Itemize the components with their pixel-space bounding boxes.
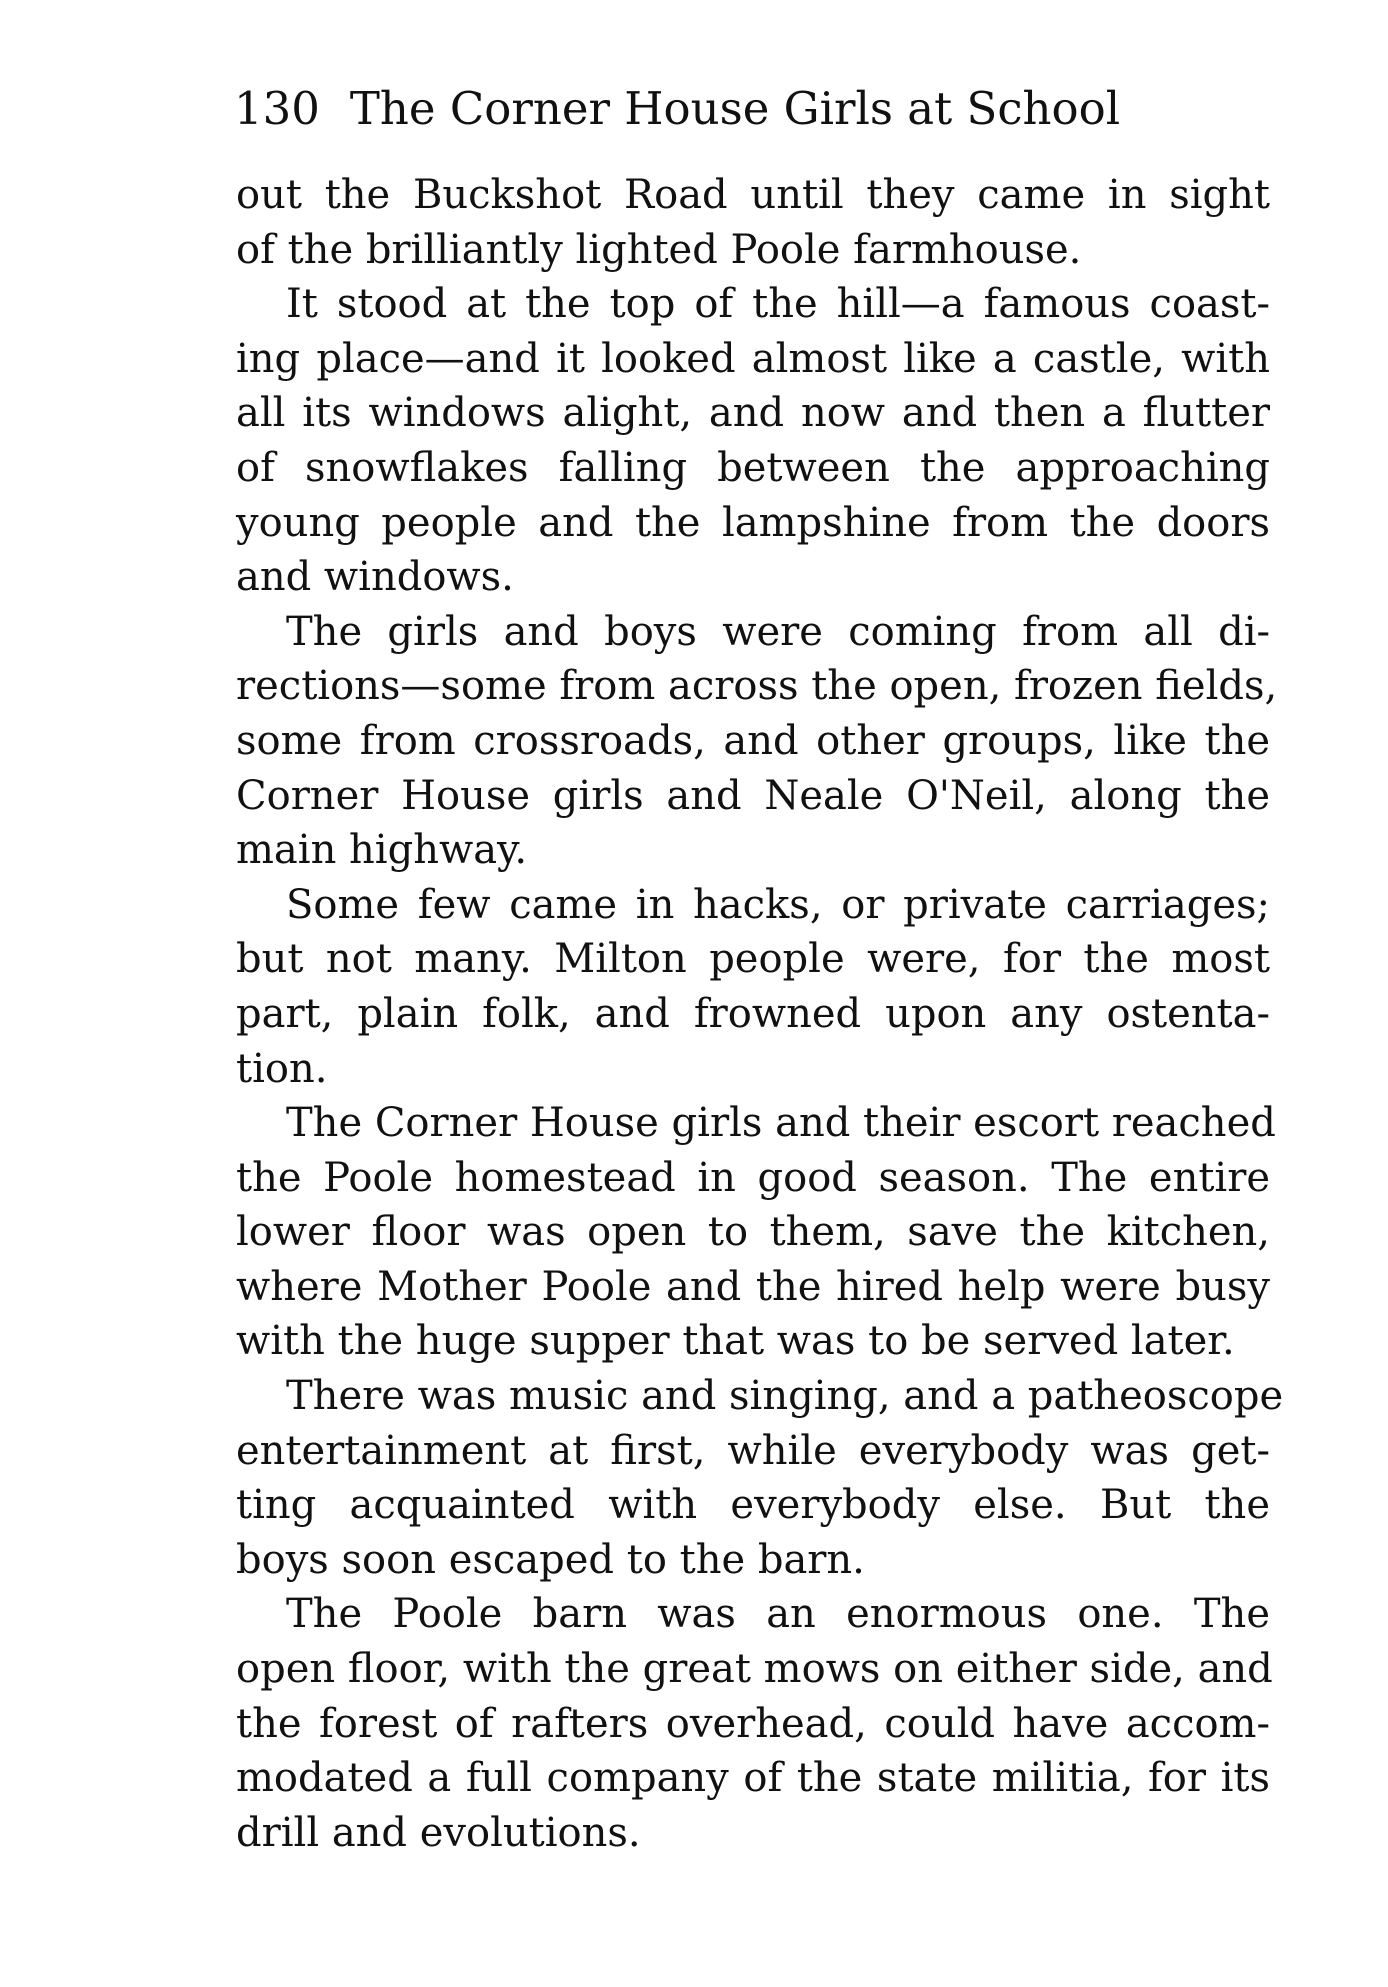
text-line: out the Buckshot Road until they came in sight <box>236 172 1270 218</box>
text-line: The Corner House girls and their escort reached <box>286 1100 1276 1147</box>
text-line: ting acquainted with everybody else. But the <box>236 1482 1270 1529</box>
text-line: part, plain folk, and frowned upon any ostenta- <box>236 990 1270 1037</box>
text-line: Corner House girls and Neale O'Neil, along the <box>236 772 1270 819</box>
text-line: of snowflakes falling between the approaching <box>236 444 1270 491</box>
text-line: rections—some from across the open, frozen fields, <box>236 663 1278 710</box>
text-line: with the huge supper that was to be served later. <box>236 1318 1235 1365</box>
text-line: where Mother Poole and the hired help were busy <box>236 1263 1270 1310</box>
paragraph <box>236 168 1270 277</box>
text-line: main highway. <box>236 827 528 874</box>
text-line: Some few came in hacks, or private carriages; <box>286 881 1270 928</box>
text-line: young people and the lampshine from the doors <box>236 499 1270 546</box>
paragraph <box>236 277 1270 605</box>
text-line: but not many. Milton people were, for the most <box>236 936 1270 983</box>
paragraph <box>236 878 1270 1096</box>
page-number: 130 <box>234 82 320 135</box>
running-title: The Corner House Girls at School <box>349 82 1121 135</box>
text-line: modated a full company of the state militia, for its <box>236 1755 1270 1802</box>
running-head <box>234 78 1184 140</box>
text-line: boys soon escaped to the barn. <box>236 1536 865 1583</box>
text-line: and windows. <box>236 554 514 601</box>
text-line: some from crossroads, and other groups, like the <box>236 717 1270 764</box>
paragraph <box>236 1587 1273 1860</box>
paragraph <box>236 1096 1276 1369</box>
text-line: of the brilliantly lighted Poole farmhouse. <box>236 226 1082 273</box>
text-line: the Poole homestead in good season. The entire <box>236 1154 1270 1201</box>
text-line: It stood at the top of the hill—a famous coast- <box>286 281 1270 328</box>
text-line: tion. <box>236 1045 328 1092</box>
paragraph <box>236 605 1278 878</box>
text-line: drill and evolutions. <box>236 1809 641 1856</box>
text-line: There was music and singing, and a patheoscope <box>286 1373 1284 1420</box>
paragraph <box>236 1369 1284 1587</box>
text-line: entertainment at first, while everybody was get- <box>236 1427 1270 1474</box>
text-line: open floor, with the great mows on either side, and <box>236 1646 1273 1693</box>
text-line: lower floor was open to them, save the kitchen, <box>236 1209 1270 1256</box>
text-line: The Poole barn was an enormous one. The <box>286 1591 1270 1638</box>
body-text <box>236 168 1284 1860</box>
text-line: The girls and boys were coming from all di- <box>286 608 1270 655</box>
text-line: ing place—and it looked almost like a castle, with <box>236 335 1270 382</box>
text-line: all its windows alight, and now and then a flutter <box>236 390 1270 437</box>
text-line: the forest of rafters overhead, could have accom- <box>236 1700 1270 1747</box>
